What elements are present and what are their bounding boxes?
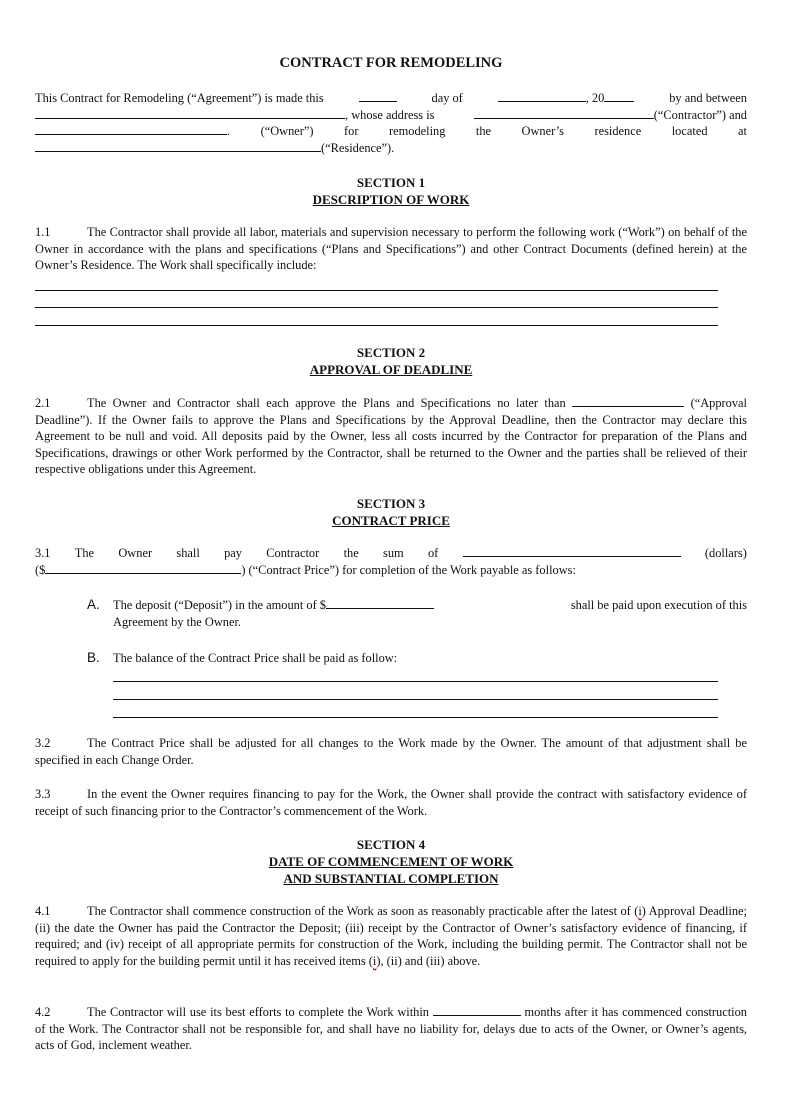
paragraph-3-1 — [35, 545, 747, 578]
section-4-heading-line-1: DATE OF COMMENCEMENT OF WORK — [268, 854, 514, 869]
paragraph-2-1: 2.1 The Owner and Contractor shall each approve the Plans and Specifications no later than (“Approval Deadline”). If the Owner fails to approve the Plans and Specifications by the Approval Deadline, then the Contractor may declare this Agreement to be null and void. All deposits paid by the Owner, less all costs incurred by the Contractor for preparation of the Plans and Specifications, drawings or other Work performed by the Contractor, shall be returned to the Owner and the parties shall be relieved of their respective obligations under this Agreement. — [35, 396, 748, 477]
year-blank[interactable] — [604, 90, 634, 102]
completion-months-blank[interactable] — [433, 1004, 521, 1016]
price-amount-blank[interactable] — [45, 562, 241, 574]
owner-name-blank[interactable] — [35, 123, 227, 135]
paragraph-3-1-line-1: 3.1 The Owner shall pay Contractor the sum of (dollars) — [35, 546, 747, 560]
price-words-blank[interactable] — [463, 545, 681, 557]
balance-line-1[interactable] — [113, 681, 718, 682]
intro-paragraph — [35, 90, 747, 156]
section-1-heading: DESCRIPTION OF WORK — [312, 192, 470, 207]
section-4-number: SECTION 4 — [356, 837, 426, 852]
intro-line-2: , whose address is (“Contractor”) and — [35, 107, 747, 124]
day-blank[interactable] — [359, 90, 397, 102]
item-3-1-a: A. The deposit (“Deposit”) in the amount of $ shall be paid upon execution of this Agreement by the Owner. — [87, 597, 747, 629]
deposit-amount-blank[interactable] — [326, 597, 434, 609]
contractor-name-blank[interactable] — [35, 107, 345, 119]
page-title: CONTRACT FOR REMODELING — [279, 55, 503, 71]
contractor-address-blank[interactable] — [474, 107, 654, 119]
balance-line-3[interactable] — [113, 717, 718, 718]
residence-address-blank[interactable] — [35, 140, 321, 152]
approval-deadline-blank[interactable] — [572, 395, 684, 407]
paragraph-3-2: 3.2 The Contract Price shall be adjusted for all changes to the Work made by the Owner. The amount of that adjustment shall be specified in each Change Order. — [35, 736, 747, 767]
section-3-heading: CONTRACT PRICE — [332, 513, 450, 528]
section-2-heading: APPROVAL OF DEADLINE — [309, 362, 473, 377]
intro-line-3: . (“Owner”) for remodeling the Owner’s residence located at — [35, 123, 747, 140]
work-description-line-2[interactable] — [35, 307, 718, 308]
section-3-number: SECTION 3 — [356, 496, 426, 511]
paragraph-3-3: 3.3 In the event the Owner requires financing to pay for the Work, the Owner shall provide the contract with satisfactory evidence of receipt of such financing prior to the Contractor’s commencement of the Work. — [35, 787, 747, 818]
intro-line-4: (“Residence”). — [35, 140, 747, 157]
section-2-number: SECTION 2 — [356, 345, 426, 360]
section-1-number: SECTION 1 — [356, 175, 426, 190]
work-description-line-1[interactable] — [35, 290, 718, 291]
paragraph-1-1: 1.1 The Contractor shall provide all labor, materials and supervision necessary to perform the following work (“Work”) on behalf of the Owner in accordance with the plans and specifications (“Plans and Specifications”) and other Contract Documents (defined herein) at the Owner’s Residence. The Work shall specifically include: — [35, 225, 747, 273]
item-3-1-b: B. The balance of the Contract Price shall be paid as follow: — [87, 650, 398, 665]
month-blank[interactable] — [498, 90, 586, 102]
paragraph-4-2: 4.2 The Contractor will use its best efforts to complete the Work within months after it has commenced construction of the Work. The Contractor shall not be responsible for, and shall have no liability for, delays due to acts of the Owner, or Owner’s agents, acts of God, inclement weather. — [35, 1005, 747, 1053]
balance-line-2[interactable] — [113, 699, 718, 700]
intro-line-1: This Contract for Remodeling (“Agreement”) is made this day of , 20 by and between — [35, 91, 747, 105]
work-description-line-3[interactable] — [35, 325, 718, 326]
paragraph-4-1: 4.1 The Contractor shall commence construction of the Work as soon as reasonably practicable after the latest of (i) Approval Deadline; (ii) the date the Owner has paid the Contractor the Deposit; (iii) receipt by the Contractor of Owner’s satisfactory evidence of financing, if required; and (iv) receipt of all appropriate permits for construction of the Work, including the building permit. The Contractor shall not be required to apply for the building permit until it has received items (i), (ii) and (iii) above. — [35, 904, 747, 968]
paragraph-3-1-line-2: ($ ) (“Contract Price”) for completion of the Work payable as follows: — [35, 562, 576, 577]
section-4-heading-line-2: AND SUBSTANTIAL COMPLETION — [283, 871, 499, 886]
